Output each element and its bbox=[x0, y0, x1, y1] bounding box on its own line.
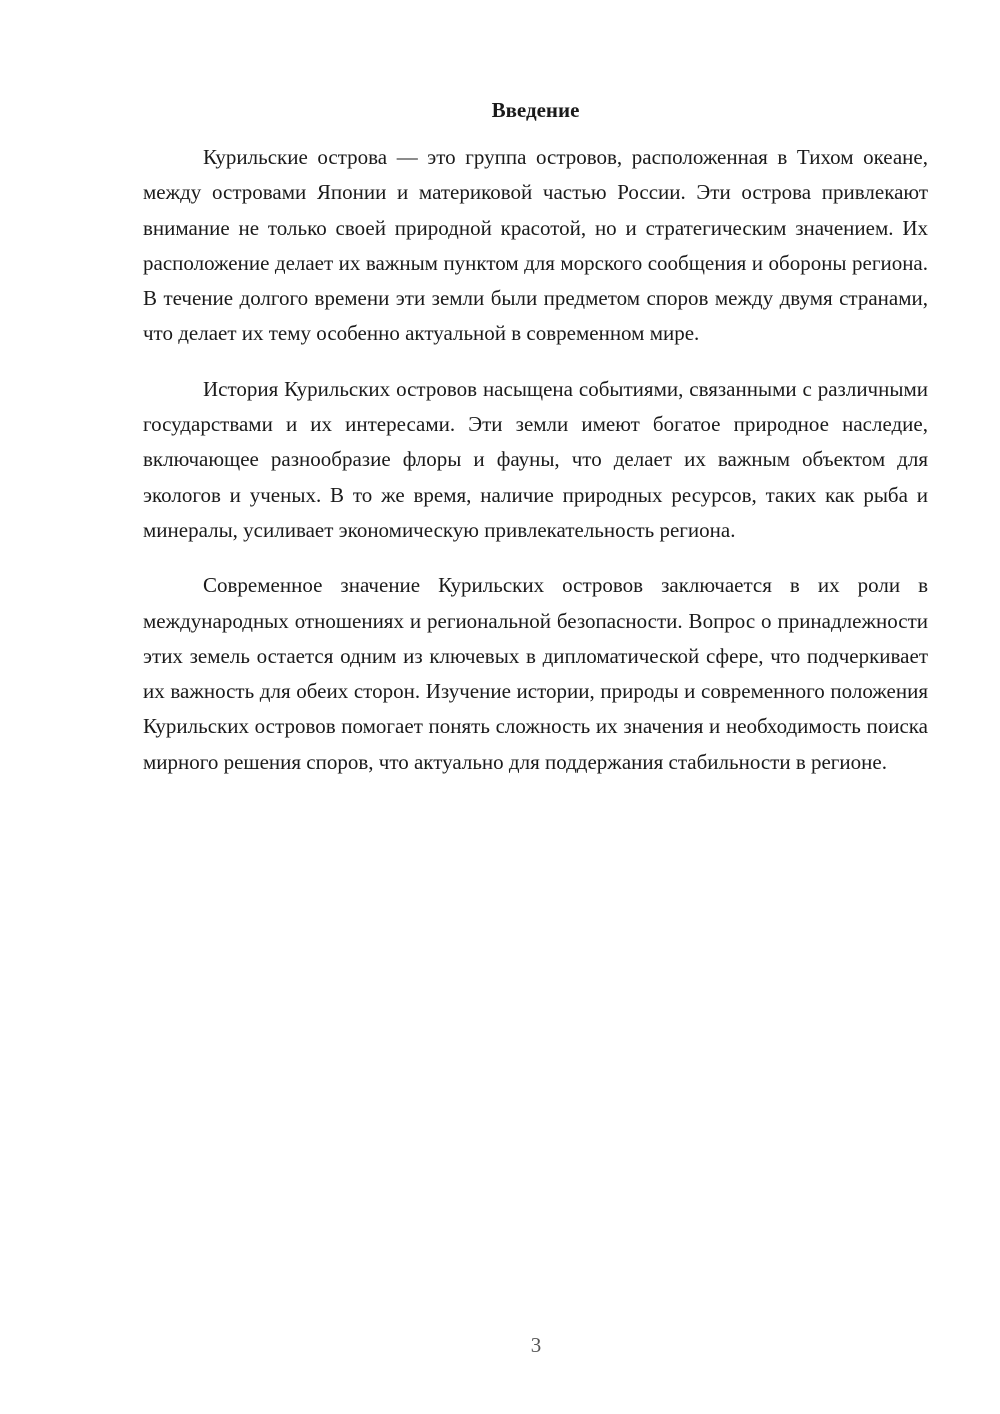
paragraph-3: Современное значение Курильских островов заключается в их роли в международных отношениях и региональной безопасности. Вопрос о принадлежности этих земель остается одним из ключевых в дипломатической сфере, что подчеркивает их важность для обеих сторон. Изучение истории, природы и современного положения Курильских островов помогает понять сложность их значения и необходимость поиска мирного решения споров, что актуально для поддержания стабильности в регионе. bbox=[143, 573, 928, 774]
paragraph-1: Курильские острова — это группа островов, расположенная в Тихом океане, между островами Японии и материковой частью России. Эти острова привлекают внимание не только своей природной красотой, но и стратегическим значением. Их расположение делает их важным пунктом для морского сообщения и обороны региона. В течение долгого времени эти земли были предметом споров между двумя странами, что делает их тему особенно актуальной в современном мире. bbox=[143, 145, 928, 346]
page-content bbox=[143, 93, 928, 796]
section-title: Введение bbox=[491, 98, 580, 122]
paragraph-2: История Курильских островов насыщена событиями, связанными с различными государствами и их интересами. Эти земли имеют богатое природное наследие, включающее разнообразие флоры и фауны, что делает их важным объектом для экологов и ученых. В то же время, наличие природных ресурсов, таких как рыба и минералы, усиливает экономическую привлекательность региона. bbox=[143, 376, 928, 542]
page-number: 3 bbox=[530, 1333, 542, 1357]
